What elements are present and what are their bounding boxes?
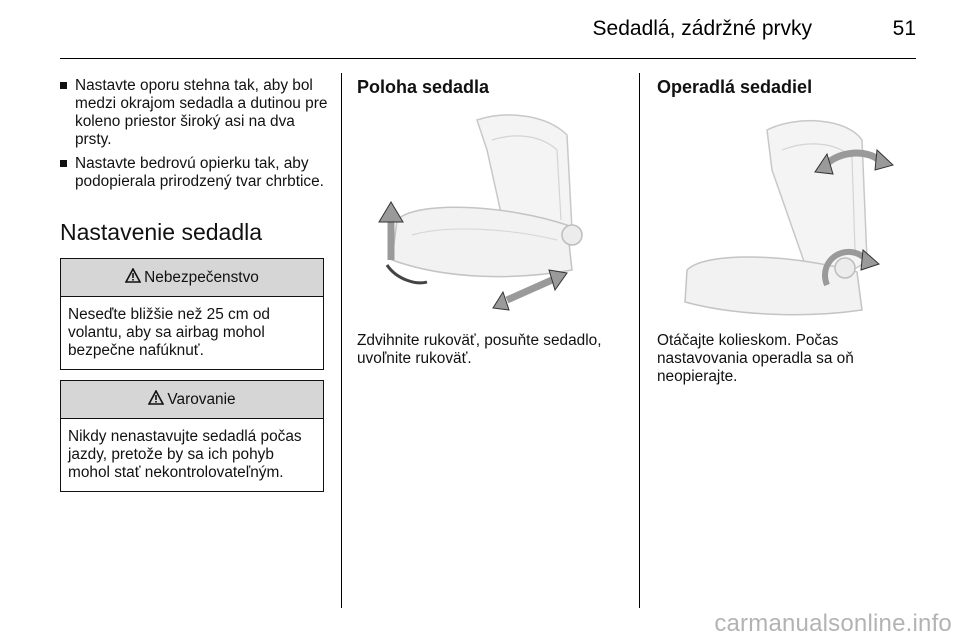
- list-item: [60, 77, 330, 149]
- header-title: Sedadlá, zádržné prvky: [592, 17, 812, 40]
- danger-notice-title: Nebezpečenstvo: [144, 268, 259, 286]
- column-middle: [357, 77, 623, 368]
- warning-triangle-icon: [148, 390, 164, 410]
- watermark: carmanualsonline.info: [714, 610, 952, 637]
- danger-notice: [60, 258, 324, 370]
- column-left: [60, 77, 330, 502]
- bullet-text: Nastavte oporu stehna tak, aby bol medzi okrajom sedadla a dutinou pre koleno priestor široký asi na dva prsty.: [75, 77, 328, 148]
- warning-notice-body: Nikdy nenastavujte sedadlá počas jazdy, pretože by sa ich pohyb mohol stať nekontrolovateľným.: [68, 428, 302, 481]
- danger-notice-body: Neseďte bližšie než 25 cm od volantu, aby sa airbag mohol bezpečne nafúknuť.: [68, 306, 270, 359]
- bullet-text: Nastavte bedrovú opierku tak, aby podopierala prirodzený tvar chrbtice.: [75, 155, 324, 190]
- list-item: [60, 155, 330, 191]
- seatbacks-heading: Operadlá sedadiel: [657, 77, 813, 97]
- seat-position-heading: Poloha sedadla: [357, 77, 490, 97]
- bullet-list: [60, 77, 330, 191]
- section-heading: Nastavenie sedadla: [60, 219, 263, 245]
- danger-notice-header: [61, 259, 323, 297]
- column-divider: [639, 73, 640, 608]
- seat-position-illustration: [357, 110, 619, 320]
- warning-triangle-icon: [125, 268, 141, 288]
- warning-notice: [60, 380, 324, 492]
- seatback-caption: Otáčajte kolieskom. Počas nastavovania operadla sa oň neopierajte.: [657, 332, 854, 385]
- bullet-square-icon: [60, 82, 67, 89]
- seatback-illustration: [657, 110, 919, 320]
- warning-notice-title: Varovanie: [167, 390, 236, 408]
- page-number: 51: [892, 17, 916, 40]
- column-right: [657, 77, 921, 386]
- header-rule: [60, 58, 916, 59]
- column-divider: [341, 73, 342, 608]
- warning-notice-header: [61, 381, 323, 419]
- bullet-square-icon: [60, 160, 67, 167]
- seat-position-caption: Zdvihnite rukoväť, posuňte sedadlo, uvoľnite rukoväť.: [357, 332, 602, 367]
